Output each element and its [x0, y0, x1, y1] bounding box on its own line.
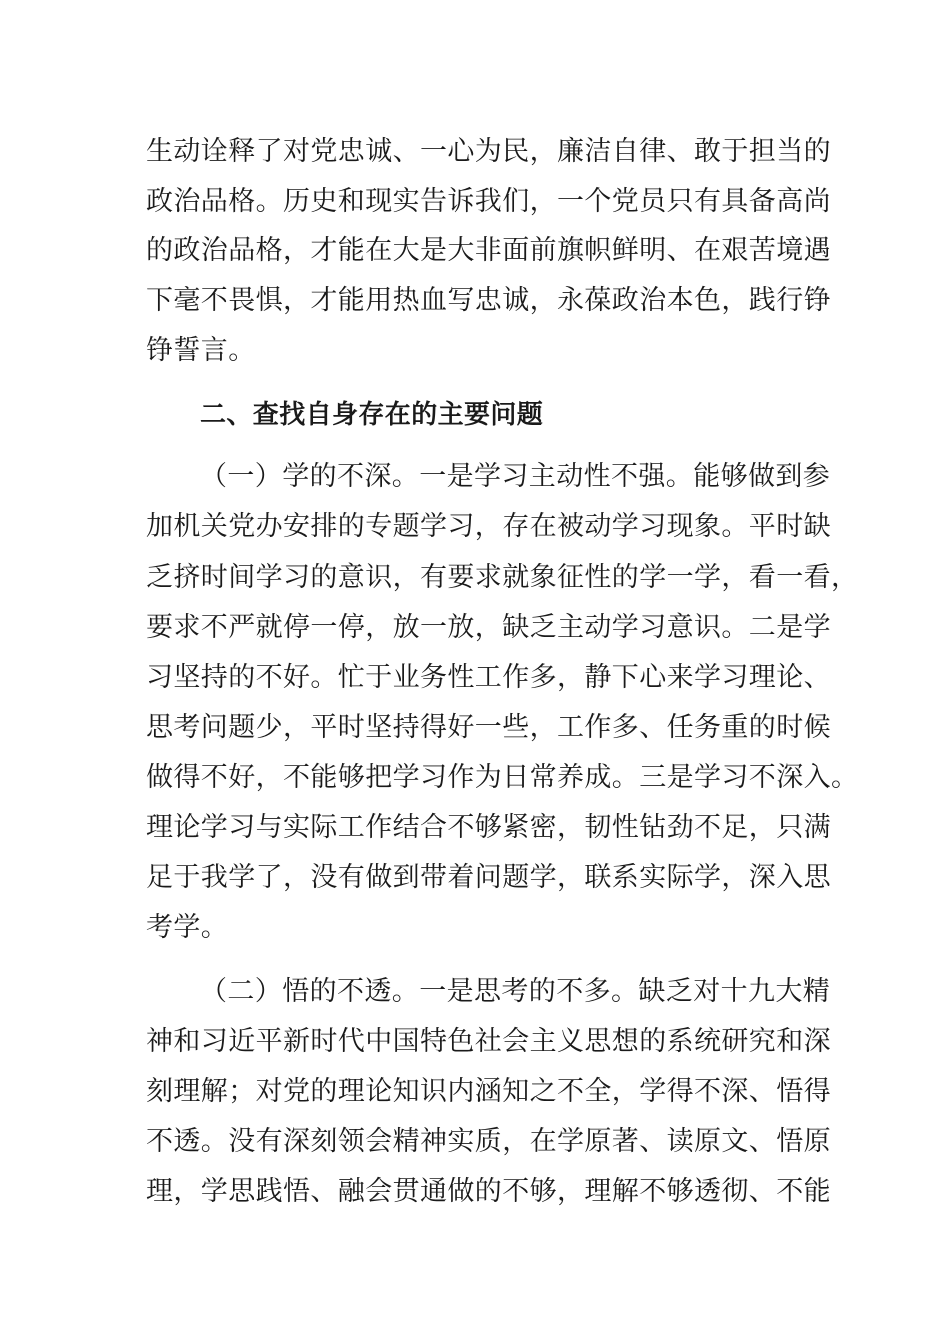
paragraph-2-line-9: 足于我学了，没有做到带着问题学，联系实际学，深入思 [146, 862, 831, 893]
paragraph-1-line-2: 政治品格。历史和现实告诉我们，一个党员只有具备高尚 [146, 186, 831, 217]
paragraph-3-line-4: 不透。没有深刻领会精神实质，在学原著、读原文、悟原 [146, 1126, 831, 1157]
paragraph-2-line-7: 做得不好，不能够把学习作为日常养成。三是学习不深入。 [146, 762, 859, 793]
paragraph-1-line-3: 的政治品格，才能在大是大非面前旗帜鲜明、在艰苦境遇 [146, 235, 831, 266]
paragraph-2-line-2: 加机关党办安排的专题学习，存在被动学习现象。平时缺 [146, 511, 831, 542]
paragraph-2-line-10: 考学。 [146, 912, 229, 943]
paragraph-2-line-6: 思考问题少，平时坚持得好一些，工作多、任务重的时候 [146, 712, 831, 743]
paragraph-1-line-1: 生动诠释了对党忠诚、一心为民，廉洁自律、敢于担当的 [146, 136, 831, 167]
section-heading: 二、查找自身存在的主要问题 [200, 400, 544, 430]
paragraph-1-line-5: 铮誓言。 [146, 335, 256, 366]
paragraph-3-line-3: 刻理解；对党的理论知识内涵知之不全，学得不深、悟得 [146, 1076, 831, 1107]
paragraph-2-line-8: 理论学习与实际工作结合不够紧密，韧性钻劲不足，只满 [146, 812, 831, 843]
paragraph-2-line-4: 要求不严就停一停，放一放，缺乏主动学习意识。二是学 [146, 612, 831, 643]
paragraph-3-line-5: 理，学思践悟、融会贯通做的不够，理解不够透彻、不能 [146, 1176, 831, 1207]
paragraph-1-line-4: 下毫不畏惧，才能用热血写忠诚，永葆政治本色，践行铮 [146, 285, 831, 316]
paragraph-2-line-1: （一）学的不深。一是学习主动性不强。能够做到参 [200, 461, 831, 492]
paragraph-2-line-5: 习坚持的不好。忙于业务性工作多，静下心来学习理论、 [146, 662, 831, 693]
paragraph-3-line-1: （二）悟的不透。一是思考的不多。缺乏对十九大精 [200, 976, 831, 1007]
paragraph-3-line-2: 神和习近平新时代中国特色社会主义思想的系统研究和深 [146, 1026, 831, 1057]
paragraph-2-line-3: 乏挤时间学习的意识，有要求就象征性的学一学，看一看， [146, 562, 859, 593]
